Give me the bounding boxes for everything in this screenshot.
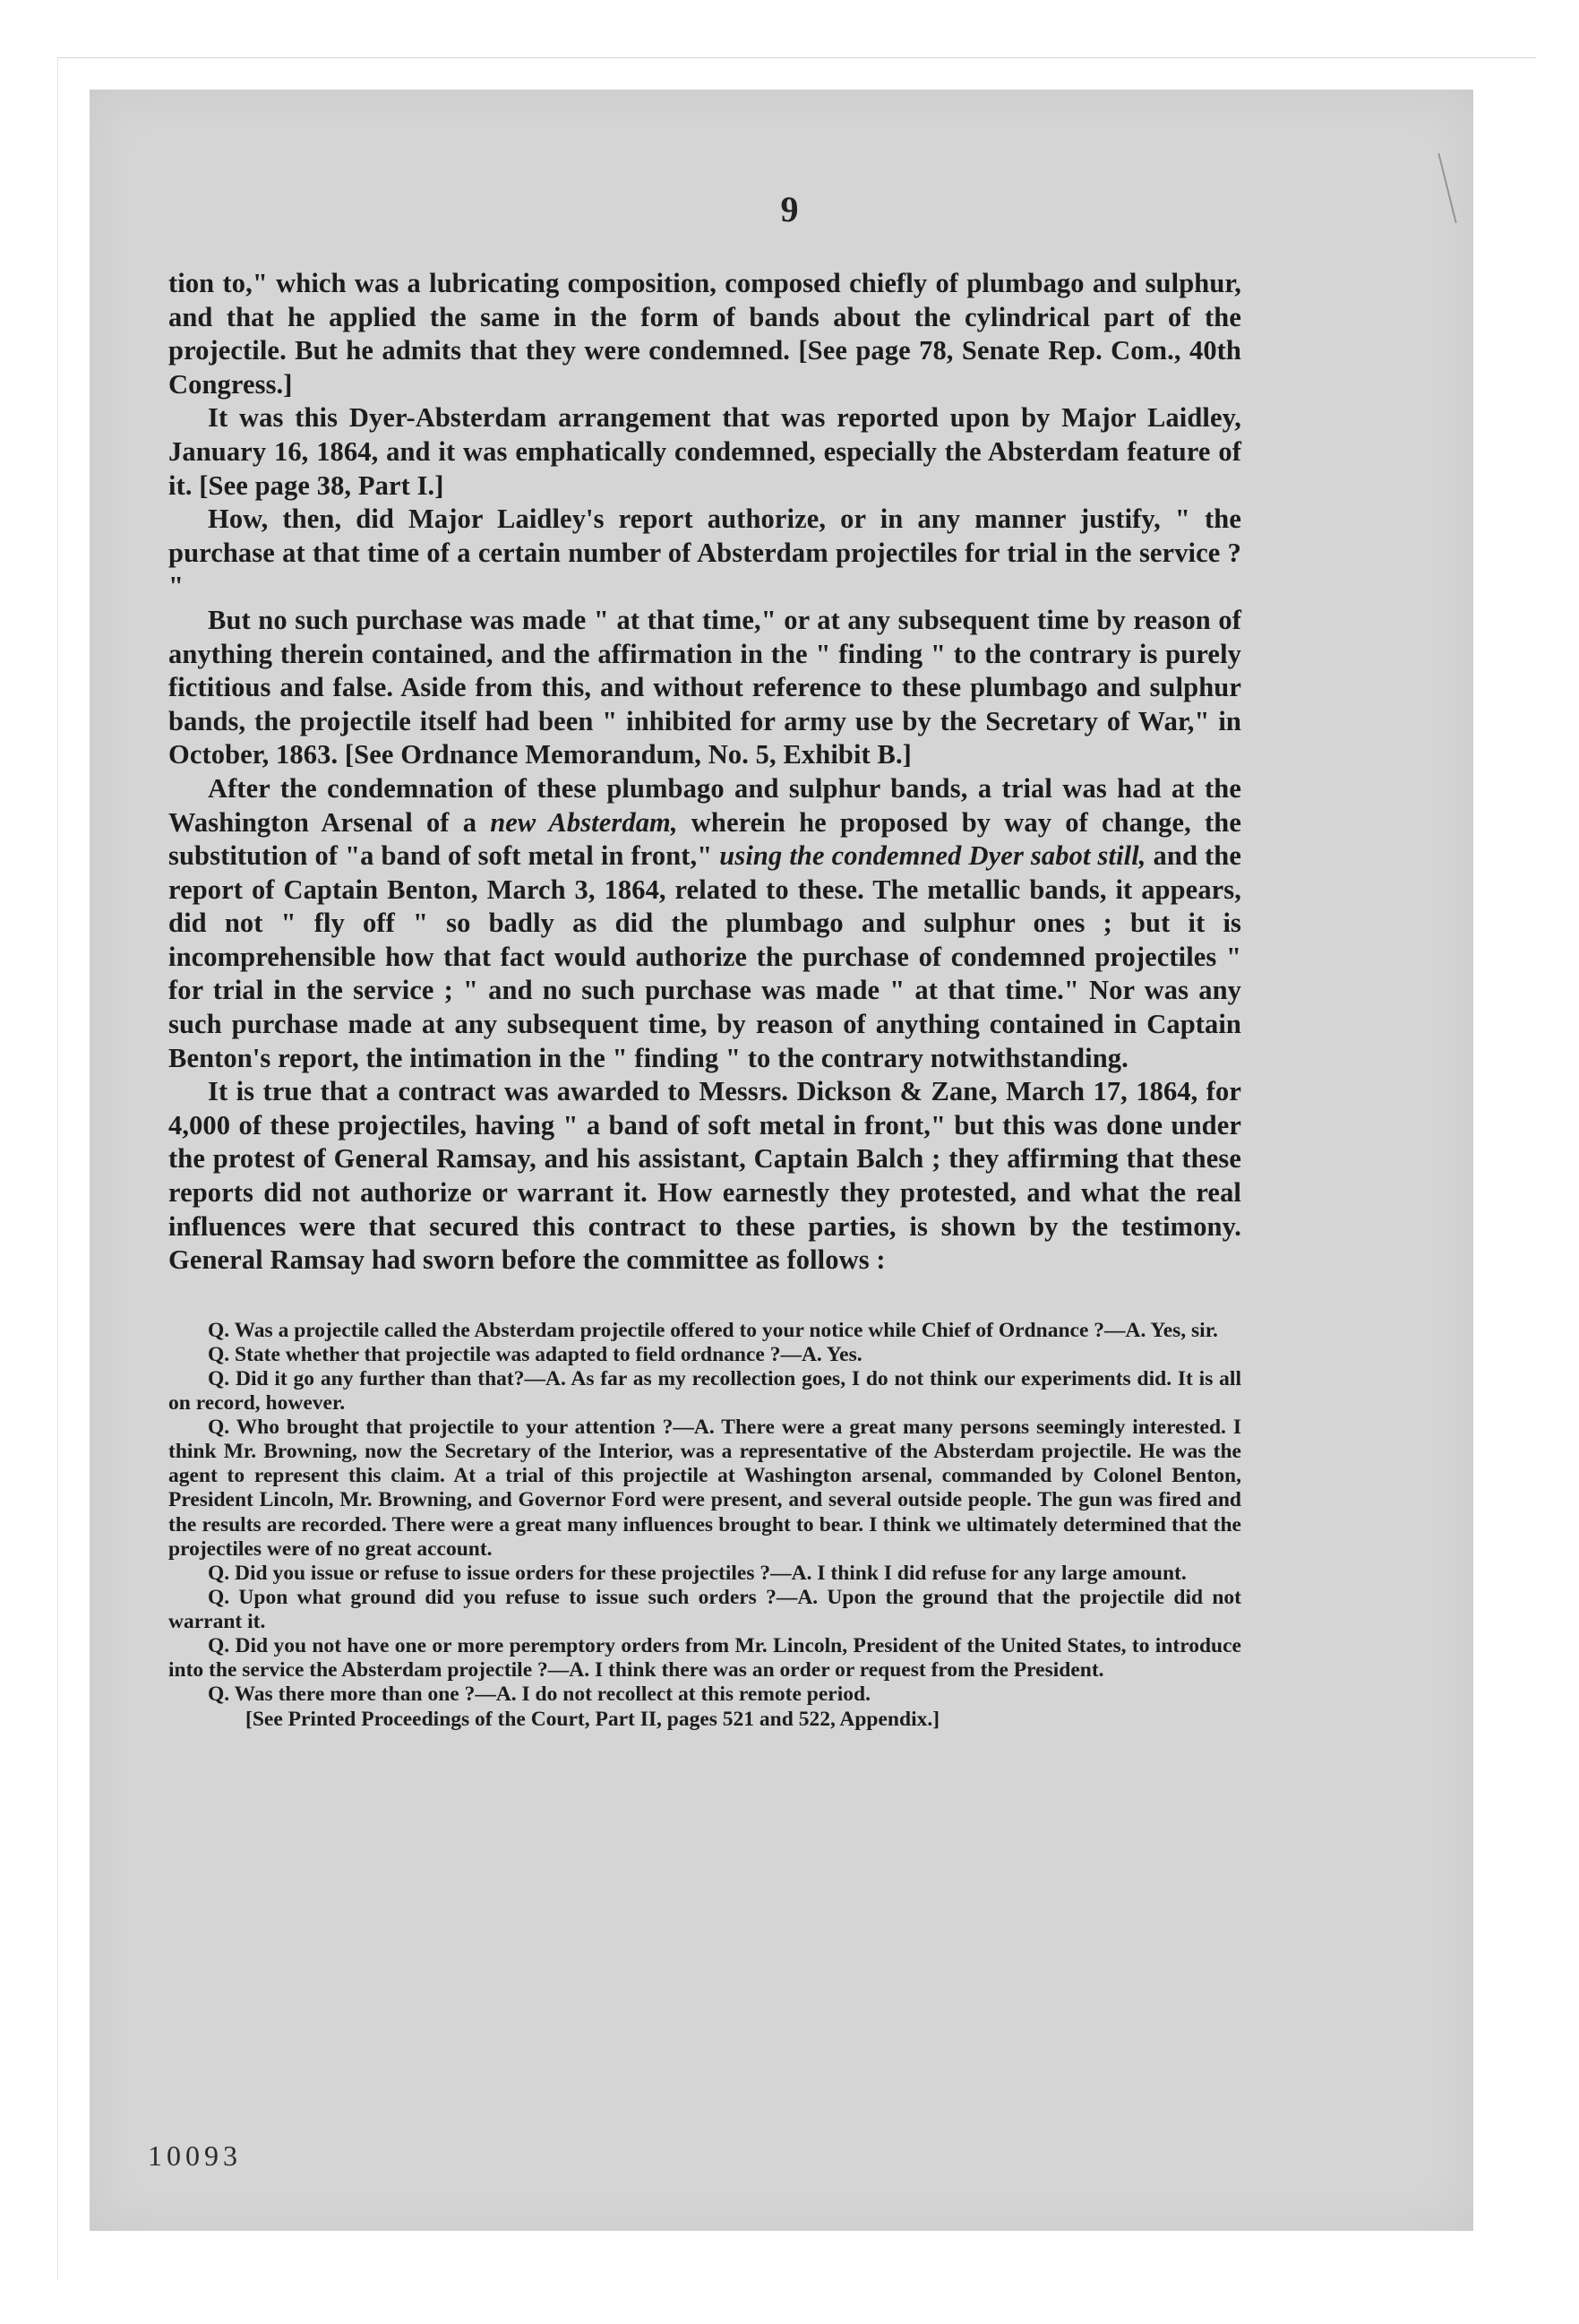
paragraph-5-part-2: wherein he proposed by way of change, the substitution of "a band of soft metal in front," [168, 806, 1241, 872]
testimony-q1: Q. Was a projectile called the Absterdam projectile offered to your notice while Chief of Ordnance ?—A. Yes, sir. [208, 1318, 1218, 1342]
testimony-q5: Q. Did you issue or refuse to issue orders for these projectiles ?—A. I think I did refuse for any large amount. [208, 1561, 1187, 1585]
testimony-q3: Q. Did it go any further than that?—A. As far as my recollection goes, I do not think our experiments did. It is all on record, however. [168, 1367, 1241, 1416]
paragraph-2: It was this Dyer-Absterdam arrangement that was reported upon by Major Laidley, January 16, 1864, and it was emphatically condemned, especially the Absterdam feature of it. [See page 38, Part I.] [168, 402, 1241, 501]
paragraph-4: But no such purchase was made " at that time," or at any subsequent time by reason of anything therein contained, and the affirmation in the " finding " to the contrary is purely fictitious and false. Aside from this, and without reference to these plumbago and sulphur bands, the projectile itself had been " inhibited for army use by the Secretary of War," in October, 1863. [See Ordnance Memorandum, No. 5, Exhibit B.] [168, 604, 1241, 770]
testimony-q6: Q. Upon what ground did you refuse to issue such orders ?—A. Upon the ground that the projectile did not warrant it. [168, 1585, 1241, 1633]
testimony-block [168, 1319, 1241, 1733]
paragraph-3: How, then, did Major Laidley's report authorize, or in any manner justify, " the purchase at that time of a certain number of Absterdam projectiles for trial in the service ? " [168, 504, 1241, 602]
testimony-q8: Q. Was there more than one ?—A. I do not recollect at this remote period. [208, 1683, 871, 1707]
testimony-q2: Q. State whether that projectile was adapted to field ordnance ?—A. Yes. [208, 1342, 862, 1366]
body-text [168, 267, 1241, 1732]
paragraph-5 [168, 772, 1241, 1075]
testimony-q7: Q. Did you not have one or more peremptory orders from Mr. Lincoln, President of the United States, to introduce into the service the Absterdam projectile ?—A. I think there was an order or request from the President. [168, 1634, 1241, 1683]
testimony-q4: Q. Who brought that projectile to your attention ?—A. There were a great many persons seemingly interested. I think Mr. Browning, now the Secretary of the Interior, was a representative of the Absterdam projectile. He was the agent to represent this claim. At a trial of this projectile at Washington arsenal, commanded by Colonel Benton, President Lincoln, Mr. Browning, and Governor Ford were present, and several outside people. The gun was fired and the results are recorded. There were a great many influences brought to bear. I think we ultimately determined that the projectiles were of no great account. [168, 1416, 1241, 1561]
paragraph-5-italic-1: new Absterdam, [490, 806, 678, 838]
paragraph-5-part-1: After the condemnation of these plumbago and sulphur bands, a trial was had at the Washington Arsenal of a [168, 772, 1241, 838]
page-number: 9 [780, 189, 799, 229]
citation: [See Printed Proceedings of the Court, Part II, pages 521 and 522, Appendix.] [245, 1708, 940, 1732]
paragraph-5-italic-2: using the condemned Dyer sabot still, [719, 840, 1146, 872]
paragraph-6: It is true that a contract was awarded to Messrs. Dickson & Zane, March 17, 1864, for 4,000 of these projectiles, having " a band of soft metal in front," but this was done under the protest of General Ramsay, and his assistant, Captain Balch ; they affirming that these reports did not authorize or warrant it. How earnestly they protested, and what the real influences were that secured this contract to these parties, is shown by the testimony. General Ramsay had sworn before the committee as follows : [168, 1076, 1241, 1276]
paragraph-1: tion to," which was a lubricating composition, composed chiefly of plumbago and sulphur, and that he applied the same in the form of bands about the cylindrical part of the projectile. But he admits that they were condemned. [See page 78, Senate Rep. Com., 40th Congress.] [168, 268, 1241, 400]
archive-stamp-number: 10093 [148, 2139, 242, 2172]
paragraph-5-part-3: and the report of Captain Benton, March 3, 1864, related to these. The metallic bands, it appears, did not " fly off " so badly as did the plumbago and sulphur ones ; but it is incomprehensible how that fact would authorize the purchase of condemned projectiles " for trial in the service ; " and no such purchase was made " at that time." Nor was any such purchase made at any subsequent time, by reason of anything contained in Captain Benton's report, the intimation in the " finding " to the contrary notwithstanding. [168, 840, 1241, 1073]
